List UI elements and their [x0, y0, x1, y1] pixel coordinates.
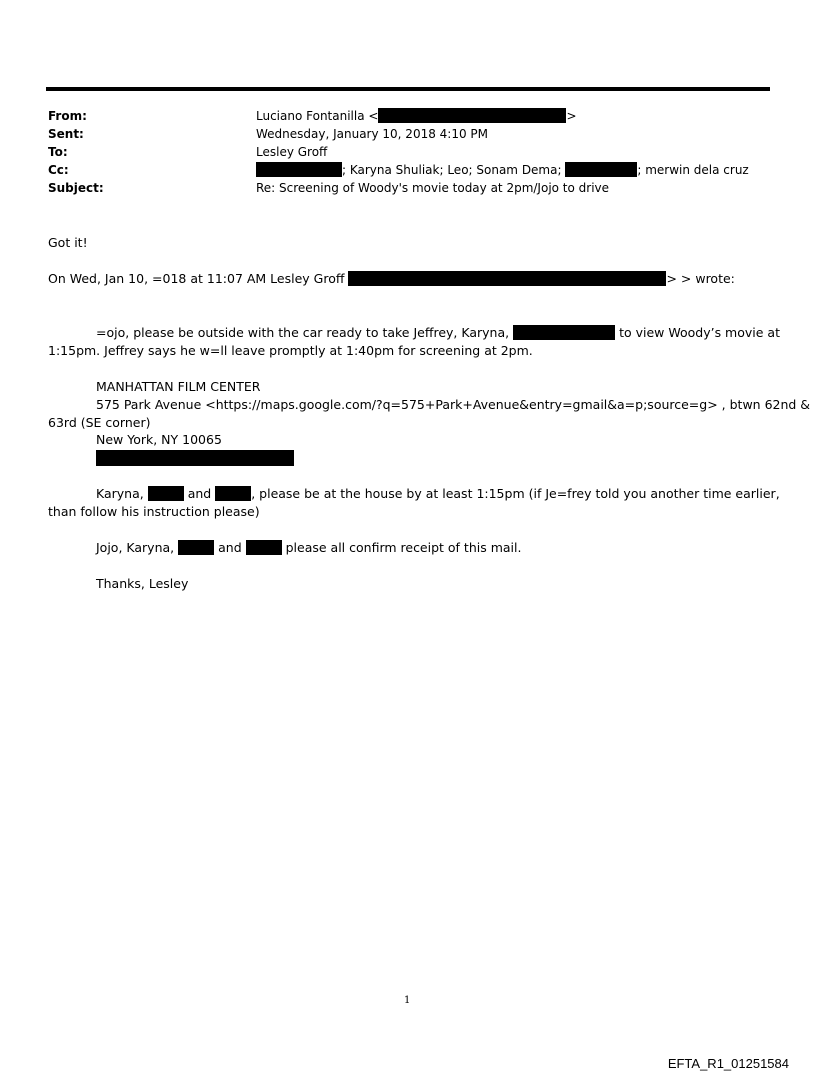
paragraph-1-line-1 [96, 324, 780, 342]
signoff: Thanks, Lesley [96, 576, 189, 591]
redaction-block [215, 486, 251, 501]
redaction-block [246, 540, 282, 555]
sent-label: Sent: [48, 127, 84, 141]
redaction-block [378, 108, 566, 123]
redaction-block [256, 162, 342, 177]
redaction-block [348, 271, 666, 286]
header-rule [46, 87, 770, 91]
p1-text-b: to view Woody’s movie at [619, 325, 780, 340]
sent-value: Wednesday, January 10, 2018 4:10 PM [256, 127, 489, 141]
quote-header [48, 270, 735, 288]
cc-part1: ; Karyna Shuliak; Leo; Sonam Dema; [342, 163, 562, 177]
paragraph-2-line-1 [96, 485, 780, 503]
from-end: > [566, 109, 577, 123]
quote-header-text: On Wed, Jan 10, =018 at 11:07 AM Lesley Groff [48, 271, 345, 286]
p3-text-c: please all confirm receipt of this mail. [285, 540, 522, 555]
to-value: Lesley Groff [256, 145, 328, 159]
p3-text-a: Jojo, Karyna, [96, 540, 175, 555]
venue-address: 575 Park Avenue <https://maps.google.com/?q=575+Park+Avenue&entry=gmail&a=p;source=g> , btwn 62nd & [96, 397, 811, 412]
cc-value [256, 161, 749, 179]
subject-value: Re: Screening of Woody's movie today at 2pm/Jojo to drive [256, 181, 610, 195]
document-id: EFTA_R1_01251584 [667, 1056, 789, 1071]
redaction-block [178, 540, 214, 555]
cc-label: Cc: [48, 163, 69, 177]
quote-header-end: > > wrote: [666, 271, 735, 286]
p2-text-b: and [187, 486, 212, 501]
redaction-block [148, 486, 184, 501]
page-number: 1 [404, 995, 411, 1006]
redaction-block [96, 450, 294, 466]
p2-text-a: Karyna, [96, 486, 144, 501]
venue-cross-streets: 63rd (SE corner) [48, 415, 151, 430]
venue-city: New York, NY 10065 [96, 432, 222, 447]
from-value [256, 107, 577, 125]
redaction-block [565, 162, 637, 177]
p1-text-a: =ojo, please be outside with the car ready to take Jeffrey, Karyna, [96, 325, 510, 340]
cc-part2: ; merwin dela cruz [637, 163, 749, 177]
p3-text-b: and [218, 540, 242, 555]
from-label: From: [48, 109, 87, 123]
redaction-block [513, 325, 615, 340]
to-label: To: [48, 145, 68, 159]
paragraph-1-line-2: 1:15pm. Jeffrey says he w=ll leave promptly at 1:40pm for screening at 2pm. [48, 343, 533, 358]
subject-label: Subject: [48, 181, 104, 195]
reply-text: Got it! [48, 235, 88, 250]
venue-name: MANHATTAN FILM CENTER [96, 379, 261, 394]
p2-text-c: , please be at the house by at least 1:15pm (if Je=frey told you another time earlier, [251, 486, 780, 501]
paragraph-2-line-2: than follow his instruction please) [48, 504, 260, 519]
paragraph-3 [96, 539, 521, 557]
from-name: Luciano Fontanilla < [256, 109, 379, 123]
